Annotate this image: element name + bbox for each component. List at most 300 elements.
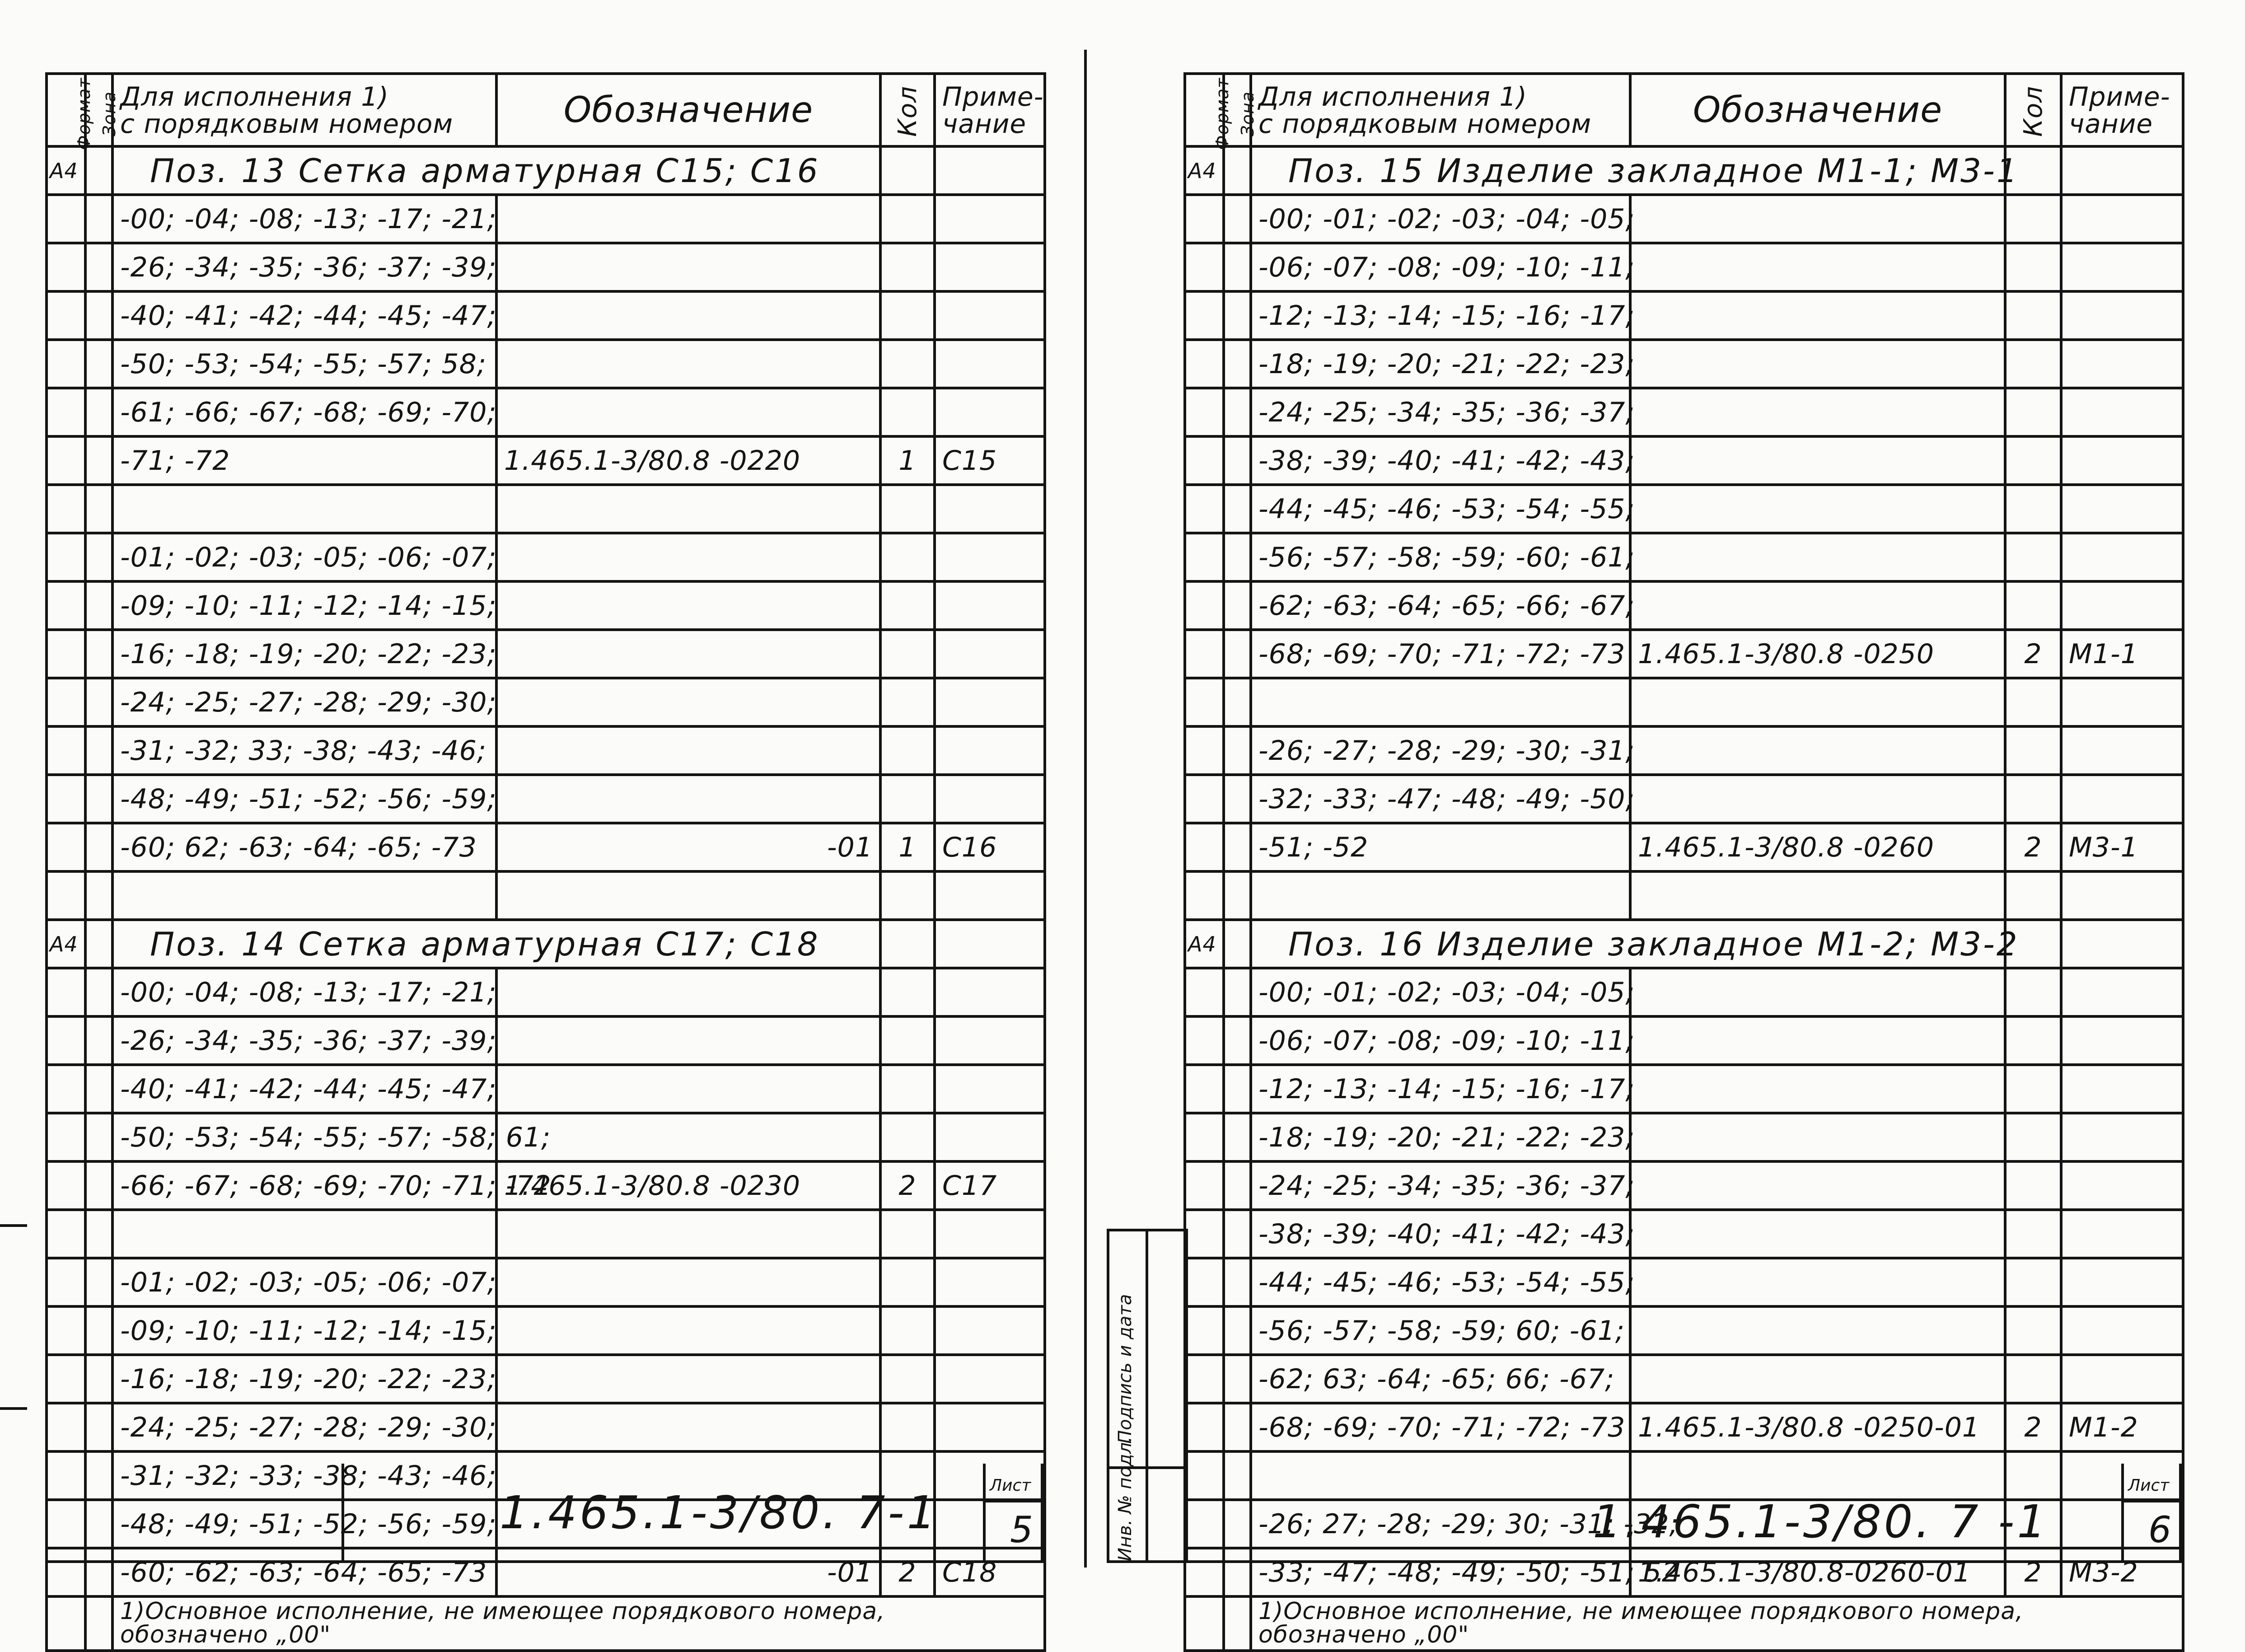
title-block-left <box>45 1464 1043 1563</box>
variant-list: -60; 62; -63; -64; -65; -73 <box>112 823 496 871</box>
format-cell <box>47 1210 85 1258</box>
spec-row <box>1185 533 2183 581</box>
variant-list <box>112 485 496 533</box>
note-cell <box>2061 195 2183 243</box>
format-cell <box>1185 726 1224 775</box>
zone-cell <box>85 436 112 485</box>
designation-cell <box>1630 436 2005 485</box>
designation-cell <box>496 533 880 581</box>
format-cell <box>1185 1016 1224 1065</box>
zone-cell <box>1224 630 1251 678</box>
zone-cell <box>1224 485 1251 533</box>
variant-list: -62; 63; -64; -65; 66; -67; <box>1251 1355 1630 1403</box>
spec-row <box>1185 436 2183 485</box>
quantity-cell <box>880 775 935 823</box>
zone-cell <box>1224 871 1251 920</box>
variant-list: -16; -18; -19; -20; -22; -23; <box>112 630 496 678</box>
note-cell <box>935 1258 1045 1306</box>
spec-row <box>1185 1065 2183 1113</box>
designation-cell <box>1630 581 2005 630</box>
designation-cell <box>1630 1210 2005 1258</box>
zone-cell <box>85 1016 112 1065</box>
note-cell <box>935 388 1045 436</box>
format-cell <box>1185 968 1224 1016</box>
variant-list: -06; -07; -08; -09; -10; -11; <box>1251 1016 1630 1065</box>
quantity-cell <box>880 968 935 1016</box>
designation-cell <box>496 1065 880 1113</box>
zone-cell <box>1224 1065 1251 1113</box>
format-cell <box>1185 1306 1224 1355</box>
note-cell: С15 <box>935 436 1045 485</box>
note-cell <box>2061 533 2183 581</box>
variant-list: -00; -04; -08; -13; -17; -21; <box>112 968 496 1016</box>
zone-cell <box>1224 1355 1251 1403</box>
format-cell <box>47 823 85 871</box>
format-cell <box>1185 243 1224 291</box>
zone-cell <box>1224 1258 1251 1306</box>
quantity-cell <box>880 581 935 630</box>
variant-list <box>1251 678 1630 726</box>
zone-cell <box>85 823 112 871</box>
designation-cell <box>496 678 880 726</box>
zone-cell <box>85 678 112 726</box>
quantity-cell <box>2005 726 2061 775</box>
variant-list: -33; -47; -48; -49; -50; -51; 52 <box>1251 1548 1630 1596</box>
designation-cell <box>496 243 880 291</box>
note-cell <box>2061 1016 2183 1065</box>
zone-cell <box>85 871 112 920</box>
variant-list: -62; -63; -64; -65; -66; -67; <box>1251 581 1630 630</box>
format-cell <box>1185 340 1224 388</box>
zone-cell <box>85 485 112 533</box>
format-cell <box>47 1306 85 1355</box>
designation-cell <box>496 871 880 920</box>
note-cell <box>2061 291 2183 340</box>
note-cell <box>2061 340 2183 388</box>
margin-tick <box>0 1407 27 1410</box>
format-cell <box>47 1258 85 1306</box>
designation-cell <box>496 630 880 678</box>
zone-cell <box>1224 436 1251 485</box>
format-cell <box>1185 775 1224 823</box>
quantity-cell <box>2005 388 2061 436</box>
variant-list: -00; -01; -02; -03; -04; -05; <box>1251 968 1630 1016</box>
designation-cell: 1.465.1-3/80.8 -0230 <box>496 1161 880 1210</box>
variant-list: -48; -49; -51; -52; -56; -59; <box>112 1500 496 1548</box>
spec-row <box>47 291 1045 340</box>
designation-cell <box>1630 1016 2005 1065</box>
format-cell <box>1185 1161 1224 1210</box>
spec-row <box>47 388 1045 436</box>
spec-row <box>1185 1355 2183 1403</box>
note-cell <box>935 581 1045 630</box>
note-cell: С17 <box>935 1161 1045 1210</box>
designation-cell: 1.465.1-3/80.8 -0250-01 <box>1630 1403 2005 1451</box>
spec-row <box>1185 243 2183 291</box>
designation-cell <box>1630 195 2005 243</box>
format-cell <box>1185 1403 1224 1451</box>
designation-cell <box>1630 388 2005 436</box>
note-cell <box>935 775 1045 823</box>
format-cell <box>1185 388 1224 436</box>
spec-row <box>47 726 1045 775</box>
spec-row <box>47 1258 1045 1306</box>
note-cell <box>935 630 1045 678</box>
format-cell <box>47 968 85 1016</box>
quantity-cell <box>880 195 935 243</box>
spec-row <box>47 823 1045 871</box>
spec-row <box>1185 1113 2183 1161</box>
designation-cell: 1.465.1-3/80.8 -0260 <box>1630 823 2005 871</box>
specification-table-right <box>1183 72 2184 1652</box>
variant-list: -06; -07; -08; -09; -10; -11; <box>1251 243 1630 291</box>
format-cell <box>47 485 85 533</box>
spec-row <box>47 195 1045 243</box>
designation-cell <box>1630 726 2005 775</box>
quantity-cell <box>2005 243 2061 291</box>
designation-cell <box>496 1210 880 1258</box>
zone-cell <box>1224 243 1251 291</box>
quantity-cell: 1 <box>880 436 935 485</box>
spec-row <box>1185 871 2183 920</box>
format-cell <box>1185 1113 1224 1161</box>
spec-row <box>47 1113 1045 1161</box>
format-cell <box>1185 581 1224 630</box>
zone-cell <box>1224 1113 1251 1161</box>
designation-cell <box>496 581 880 630</box>
designation-suffix: -01 <box>496 1548 880 1596</box>
variant-list: -16; -18; -19; -20; -22; -23; <box>112 1355 496 1403</box>
variant-list: -38; -39; -40; -41; -42; -43; <box>1251 436 1630 485</box>
sheet-divider <box>2121 1500 2179 1502</box>
quantity-cell <box>2005 485 2061 533</box>
quantity-cell <box>2005 1258 2061 1306</box>
designation-cell <box>496 1016 880 1065</box>
zone-cell <box>85 243 112 291</box>
quantity-cell <box>880 1306 935 1355</box>
variant-list: -26; -34; -35; -36; -37; -39; <box>112 1016 496 1065</box>
quantity-cell <box>880 1403 935 1451</box>
zone-cell <box>85 1306 112 1355</box>
variant-list: -60; -62; -63; -64; -65; -73 <box>112 1548 496 1596</box>
variant-list: -09; -10; -11; -12; -14; -15; <box>112 581 496 630</box>
note-cell <box>935 678 1045 726</box>
designation-cell <box>496 340 880 388</box>
spec-row <box>1185 581 2183 630</box>
variant-list: -40; -41; -42; -44; -45; -47; <box>112 1065 496 1113</box>
variant-list: -18; -19; -20; -21; -22; -23; <box>1251 340 1630 388</box>
variant-list: -66; -67; -68; -69; -70; -71; -72 <box>112 1161 496 1210</box>
format-cell <box>47 581 85 630</box>
variant-list: -56; -57; -58; -59; 60; -61; <box>1251 1306 1630 1355</box>
zone-cell <box>1224 1596 1251 1651</box>
zone-cell <box>85 1403 112 1451</box>
zone-cell <box>85 533 112 581</box>
note-cell <box>2061 388 2183 436</box>
zone-cell <box>1224 195 1251 243</box>
note-cell <box>935 1210 1045 1258</box>
zone-cell <box>85 1210 112 1258</box>
sheet-edge <box>1084 50 1087 1568</box>
spec-row <box>47 968 1045 1016</box>
header-designation: Обозначение <box>1630 74 2005 146</box>
note-cell <box>2061 485 2183 533</box>
header-variant: Для исполнения 1) с порядковым номером <box>1251 74 1630 146</box>
sheet-number: 6 <box>2148 1509 2171 1551</box>
quantity-cell <box>2005 678 2061 726</box>
format-cell <box>47 1113 85 1161</box>
designation-suffix: -01 <box>496 823 880 871</box>
zone-cell <box>85 920 112 968</box>
quantity-cell <box>2005 1306 2061 1355</box>
format-cell <box>47 775 85 823</box>
variant-list: -48; -49; -51; -52; -56; -59; <box>112 775 496 823</box>
zone-cell <box>1224 1016 1251 1065</box>
designation-cell <box>496 1306 880 1355</box>
spec-row <box>47 1306 1045 1355</box>
designation-cell <box>496 1355 880 1403</box>
document-code: 1.465.1-3/80. 7 -1 <box>1593 1495 2049 1548</box>
zone-cell <box>1224 291 1251 340</box>
designation-cell <box>1630 968 2005 1016</box>
format-cell: А4 <box>47 146 85 195</box>
right-sheet <box>1115 0 2245 1648</box>
variant-list: -38; -39; -40; -41; -42; -43; <box>1251 1210 1630 1258</box>
quantity-cell <box>880 1016 935 1065</box>
note-cell <box>935 1403 1045 1451</box>
note-cell <box>2061 968 2183 1016</box>
variant-list: -44; -45; -46; -53; -54; -55; <box>1251 1258 1630 1306</box>
zone-cell <box>85 146 112 195</box>
document-code: 1.465.1-3/80. 7-1 <box>500 1486 939 1539</box>
quantity-cell <box>2005 871 2061 920</box>
format-cell <box>1185 678 1224 726</box>
quantity-cell <box>880 291 935 340</box>
format-cell <box>47 436 85 485</box>
footnote: 1)Основное исполнение, не имеющее порядкового номера, обозначено „00" <box>1251 1596 2183 1651</box>
specification-table-left <box>45 72 1046 1652</box>
header-format: Формат <box>47 74 85 146</box>
format-cell <box>47 291 85 340</box>
quantity-cell <box>2005 1113 2061 1161</box>
designation-cell <box>496 291 880 340</box>
sidebar-vertical <box>1146 1231 1148 1560</box>
variant-list: -01; -02; -03; -05; -06; -07; <box>112 1258 496 1306</box>
spec-row <box>47 1403 1045 1451</box>
variant-list: -01; -02; -03; -05; -06; -07; <box>112 533 496 581</box>
spec-row <box>1185 1210 2183 1258</box>
designation-cell <box>1630 1306 2005 1355</box>
designation-cell <box>1630 1161 2005 1210</box>
quantity-cell <box>2005 1016 2061 1065</box>
format-cell <box>1185 195 1224 243</box>
format-cell <box>47 388 85 436</box>
quantity-cell <box>880 678 935 726</box>
note-cell <box>2061 1306 2183 1355</box>
spec-row <box>47 581 1045 630</box>
title-block-right <box>1183 1464 2182 1563</box>
note-cell <box>935 1355 1045 1403</box>
note-cell <box>935 340 1045 388</box>
format-cell <box>47 1016 85 1065</box>
zone-cell <box>85 581 112 630</box>
format-cell <box>1185 630 1224 678</box>
format-cell <box>47 243 85 291</box>
zone-cell <box>1224 968 1251 1016</box>
zone-cell <box>85 1596 112 1651</box>
designation-cell: 1.465.1-3/80.8 -0220 <box>496 436 880 485</box>
spec-row <box>1185 291 2183 340</box>
zone-cell <box>1224 533 1251 581</box>
variant-list <box>112 1210 496 1258</box>
quantity-cell <box>2005 436 2061 485</box>
variant-list <box>1251 871 1630 920</box>
format-cell <box>47 1355 85 1403</box>
designation-cell <box>496 388 880 436</box>
zone-cell <box>85 1161 112 1210</box>
quantity-cell <box>880 1065 935 1113</box>
quantity-cell <box>2005 1355 2061 1403</box>
format-cell <box>1185 871 1224 920</box>
spec-row <box>1185 1306 2183 1355</box>
note-cell <box>935 291 1045 340</box>
sheet-divider <box>983 1500 1041 1502</box>
quantity-cell <box>880 726 935 775</box>
quantity-cell <box>2005 775 2061 823</box>
zone-cell <box>85 340 112 388</box>
quantity-cell <box>880 533 935 581</box>
note-cell: С18 <box>935 1548 1045 1596</box>
spec-row <box>1185 968 2183 1016</box>
note-cell: М3-2 <box>2061 1548 2183 1596</box>
quantity-cell <box>2005 1210 2061 1258</box>
quantity-cell <box>880 920 935 968</box>
spec-row <box>1185 678 2183 726</box>
variant-list: -32; -33; -47; -48; -49; -50; <box>1251 775 1630 823</box>
zone-cell <box>85 388 112 436</box>
spec-row <box>1185 1016 2183 1065</box>
quantity-cell <box>880 243 935 291</box>
header-note: Приме- чание <box>2061 74 2183 146</box>
position-title: Поз. 13 Сетка арматурная С15; С16 <box>112 146 880 195</box>
zone-cell <box>1224 1210 1251 1258</box>
sheet-number: 5 <box>1010 1509 1033 1551</box>
format-cell: А4 <box>1185 920 1224 968</box>
zone-cell <box>85 195 112 243</box>
position-title-row <box>1185 920 2183 968</box>
quantity-cell: 1 <box>880 823 935 871</box>
note-cell <box>935 871 1045 920</box>
spec-row <box>47 775 1045 823</box>
zone-cell <box>85 630 112 678</box>
variant-list: -40; -41; -42; -44; -45; -47; <box>112 291 496 340</box>
note-cell <box>2061 871 2183 920</box>
header-qty: Кол <box>2005 74 2061 146</box>
zone-cell <box>1224 775 1251 823</box>
spec-row <box>1185 775 2183 823</box>
zone-cell <box>1224 340 1251 388</box>
note-cell <box>935 485 1045 533</box>
quantity-cell <box>2005 581 2061 630</box>
format-cell <box>47 340 85 388</box>
note-cell <box>935 920 1045 968</box>
spec-row <box>1185 630 2183 678</box>
zone-cell <box>1224 1403 1251 1451</box>
zone-cell <box>85 775 112 823</box>
format-cell <box>1185 485 1224 533</box>
note-cell <box>2061 1258 2183 1306</box>
zone-cell <box>85 1355 112 1403</box>
quantity-cell <box>880 1210 935 1258</box>
designation-cell <box>1630 1355 2005 1403</box>
zone-cell <box>1224 1161 1251 1210</box>
note-cell <box>935 1306 1045 1355</box>
zone-cell <box>1224 678 1251 726</box>
designation-cell: 1.465.1-3/80.8-0260-01 <box>1630 1548 2005 1596</box>
zone-cell <box>1224 581 1251 630</box>
designation-cell <box>496 1258 880 1306</box>
quantity-cell <box>880 388 935 436</box>
format-cell <box>47 630 85 678</box>
zone-cell <box>1224 920 1251 968</box>
spec-row <box>1185 340 2183 388</box>
note-cell <box>2061 678 2183 726</box>
left-sheet <box>0 0 1120 1648</box>
format-cell <box>47 1065 85 1113</box>
format-cell: А4 <box>47 920 85 968</box>
spec-row <box>47 340 1045 388</box>
format-cell <box>1185 1258 1224 1306</box>
margin-tick <box>0 1224 27 1227</box>
spec-row <box>1185 1403 2183 1451</box>
zone-cell <box>1224 146 1251 195</box>
spec-row <box>1185 726 2183 775</box>
note-cell <box>935 1016 1045 1065</box>
spec-row <box>1185 195 2183 243</box>
quantity-cell <box>880 1113 935 1161</box>
format-cell <box>47 1403 85 1451</box>
format-cell <box>47 726 85 775</box>
variant-list: -09; -10; -11; -12; -14; -15; <box>112 1306 496 1355</box>
inventory-label: Инв. № подл. <box>1115 1437 1136 1561</box>
designation-cell <box>1630 533 2005 581</box>
header-format: Формат <box>1185 74 1224 146</box>
note-cell <box>2061 726 2183 775</box>
spec-row <box>1185 1161 2183 1210</box>
note-cell <box>935 726 1045 775</box>
sheet-label: Лист <box>990 1476 1031 1495</box>
spec-row <box>47 436 1045 485</box>
spec-row <box>1185 485 2183 533</box>
spec-row <box>47 485 1045 533</box>
quantity-cell <box>880 630 935 678</box>
spec-row <box>47 1016 1045 1065</box>
zone-cell <box>85 968 112 1016</box>
variant-list <box>112 871 496 920</box>
designation-cell <box>496 775 880 823</box>
format-cell: А4 <box>1185 146 1224 195</box>
header-note: Приме- чание <box>935 74 1045 146</box>
spec-row <box>47 678 1045 726</box>
zone-cell <box>85 291 112 340</box>
variant-list: -00; -01; -02; -03; -04; -05; <box>1251 195 1630 243</box>
format-cell <box>1185 291 1224 340</box>
designation-cell <box>1630 485 2005 533</box>
quantity-cell: 2 <box>880 1548 935 1596</box>
quantity-cell <box>880 1258 935 1306</box>
spec-row <box>47 1161 1045 1210</box>
header-qty: Кол <box>880 74 935 146</box>
